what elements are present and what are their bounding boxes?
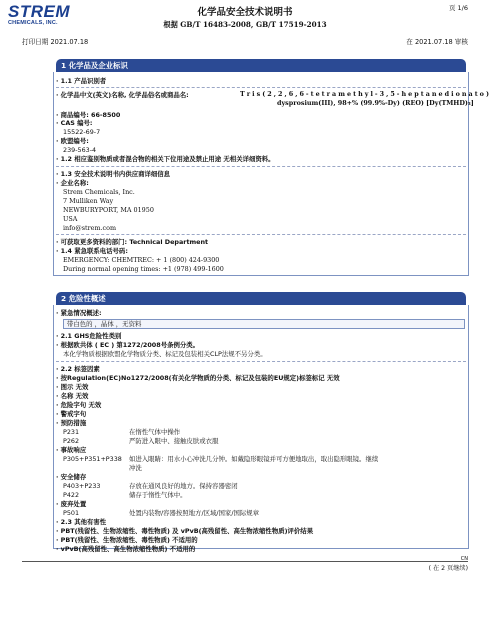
s1-department: · 可获取更多资料的部门: Technical Department: [56, 238, 209, 246]
s2-storage: · 安全储存: [56, 473, 87, 481]
language-code: CN: [460, 556, 468, 562]
logo-wordmark: STREM: [8, 2, 70, 21]
print-date: 打印日期 2021.07.18: [22, 38, 89, 46]
s2-hazard-statements: · 危险字句 无效: [56, 401, 102, 409]
p262-code: P262: [63, 437, 80, 445]
s1-product-number: · 商品编号: 66-8500: [56, 111, 121, 119]
p403-code: P403+P233: [63, 482, 101, 490]
p305-text: 如进入眼睛：用水小心冲洗几分钟。如戴隐形眼镜并可方便地取出，取出隐形眼镜。继续: [129, 455, 379, 463]
s1-office-phone: During normal opening times: +1 (978) 499-1600: [63, 265, 224, 273]
s1-emergency-phone: EMERGENCY: CHEMTREC: + 1 (800) 424-9300: [63, 256, 220, 264]
s1-address-city: NEWBURYPORT, MA 01950: [63, 206, 154, 214]
s2-prevention: · 预防措施: [56, 419, 87, 427]
s2-classification: · 根据欧共体 ( EC ) 第1272/2008号条例分类。: [56, 341, 200, 349]
s1-cas-label: · CAS 编号:: [56, 119, 93, 127]
document-subtitle: 根据 GB/T 16483-2008, GB/T 17519-2013: [163, 20, 327, 29]
p305-text-2: 冲洗: [129, 464, 142, 472]
review-date: 在 2021.07.18 审核: [406, 38, 468, 46]
s1-address-country: USA: [63, 215, 78, 223]
s2-response: · 事故响应: [56, 446, 87, 454]
s1-supplier-heading: · 1.3 安全技术说明书内供应商详细信息: [56, 170, 171, 178]
p262-text: 严防进入眼中、接触皮肤或衣服: [129, 437, 219, 445]
p403-text: 存放在通风良好的地方。保持容器密闭: [129, 482, 238, 490]
s2-pictograms: · 图示 无效: [56, 383, 89, 391]
section-2-heading: 2 危险性概述: [56, 292, 466, 305]
section-1-heading: 1 化学品及企业标识: [56, 59, 466, 72]
footer-divider: [22, 561, 468, 562]
s2-label-elements: · 2.2 标签因素: [56, 365, 100, 373]
p422-code: P422: [63, 491, 80, 499]
s1-name-value-2: dysprosium(III), 98+% (99.9%-Dy) (REO) [Dy(TMHD)₃]: [277, 99, 474, 107]
divider: [56, 361, 466, 362]
divider: [56, 234, 466, 235]
s2-pbt-vpvb-results: · PBT(残留性、生物浓缩性、毒性物质) 及 vPvB(高残留性、高生物浓缩性物质)评价结果: [56, 527, 314, 535]
s1-name-label: · 化学品中文(英文)名称, 化学品俗名或商品名:: [56, 91, 189, 99]
s2-emergency-text: 带白色的 ，晶体 ，无资料: [67, 320, 142, 328]
divider: [56, 166, 466, 167]
s2-labelling: · 按Regulation(EC)No1272/2008(有关化学物质的分类、标记及包装的EU规定)标签标记 无效: [56, 374, 340, 382]
p305-code: P305+P351+P338: [63, 455, 122, 463]
p501-code: P501: [63, 509, 80, 517]
s2-ghs-heading: · 2.1 GHS危险性类别: [56, 332, 122, 340]
s2-classification-note: 本化学物质根据欧盟化学物质分类、标记及包装相关CLP法规不另分类。: [63, 350, 267, 358]
s1-company-name: Strem Chemicals, Inc.: [63, 188, 135, 196]
s2-pbt: · PBT(残留性、生物浓缩性、毒性物质) 不适用的: [56, 536, 198, 544]
s2-signal-word: · 名称 无效: [56, 392, 89, 400]
s1-product-identifier: · 1.1 产品识别者: [56, 77, 107, 85]
s2-disposal: · 废弃处置: [56, 500, 87, 508]
page-number: 页 1/6: [448, 4, 468, 12]
s2-emergency-title: · 紧急情况概述:: [56, 309, 102, 317]
s1-uses: · 1.2 相应鉴别物质或者混合物的相关下位用途及禁止用途 无相关详细资料。: [56, 155, 275, 163]
s1-eu-label: · 欧盟编号:: [56, 137, 89, 145]
p231-text: 在惰性气体中操作: [129, 428, 181, 436]
s1-cas-value: 15522-69-7: [63, 128, 101, 136]
continued-note: ( 在 2 页继续): [428, 565, 468, 572]
divider: [56, 87, 466, 88]
s2-precautionary: · 警戒字句: [56, 410, 87, 418]
document-title: 化学品安全技术说明书: [197, 7, 293, 18]
p422-text: 储存于惰性气体中。: [129, 491, 187, 499]
s2-vpvb: · vPvB(高残留性、高生物浓缩性物质) 不适用的: [56, 545, 196, 553]
p231-code: P231: [63, 428, 80, 436]
s1-name-value: T r i s ( 2 , 2 , 6 , 6 - t e t r a m e t h y l - 3 , 5 - h e p t a n e d i o n a t o ): [240, 90, 489, 98]
s2-other-hazards: · 2.3 其他有害性: [56, 518, 107, 526]
s1-eu-value: 239-563-4: [63, 146, 97, 154]
s1-company-label: · 企业名称:: [56, 179, 89, 187]
s1-email[interactable]: info@strem.com: [63, 224, 117, 232]
p501-text: 处置内装物/容器按照地方/区域/国家/国际规章: [129, 509, 260, 517]
s1-address-street: 7 Mulliken Way: [63, 197, 114, 205]
logo-tagline: CHEMICALS, INC.: [8, 20, 58, 26]
s1-emergency-label: · 1.4 紧急联系电话号码:: [56, 247, 128, 255]
